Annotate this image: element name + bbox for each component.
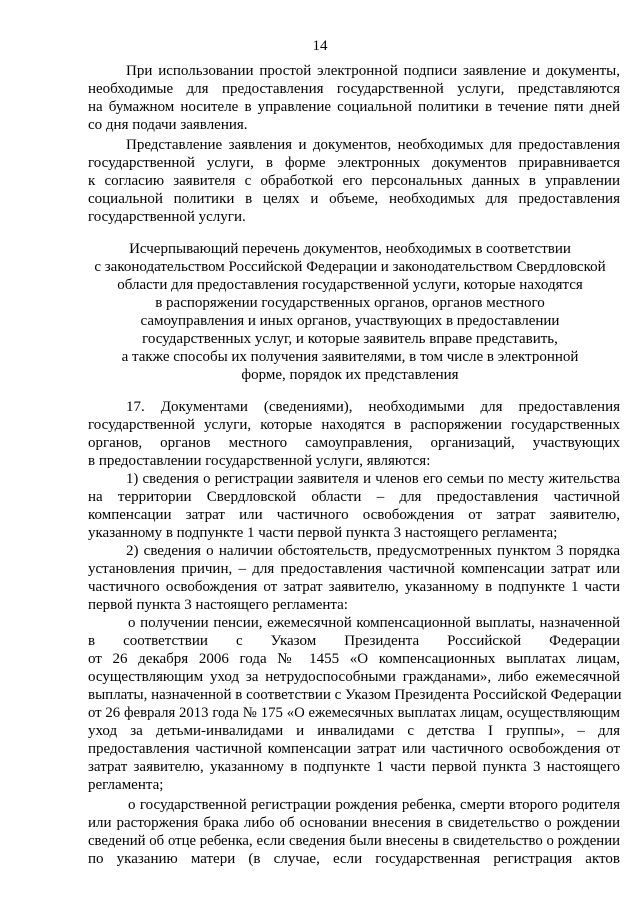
text-line: на бумажном носителе в управление социальной политики в течение пяти дней — [88, 99, 620, 115]
section-heading-line: самоуправления и иных органов, участвующих в предоставлении — [140, 313, 560, 329]
subitem-line: затрат заявителю, указанному в подпункте 1 части первой пункта 3 настоящего — [88, 759, 620, 775]
subitem-line: в соответствии с Указом Президента Российской Федерации — [88, 633, 620, 649]
subitem-line: о государственной регистрации рождения ребенка, смерти второго родителя — [128, 797, 620, 813]
text-line: государственной услуги. — [88, 209, 246, 225]
subitem-line: от 26 февраля 2013 года № 175 «О ежемесячных выплатах лицам, осуществляющим — [88, 705, 620, 721]
text-line: органов, органов местного самоуправления, организаций, участвующих — [88, 435, 620, 451]
subitem-line: от 26 декабря 2006 года № 1455 «О компенсационных выплатах лицам, — [88, 651, 620, 667]
list-item-line: 1) сведения о регистрации заявителя и членов его семьи по месту жительства — [126, 471, 620, 487]
section-heading-line: государственных услуг, и которые заявитель вправе представить, — [142, 331, 558, 347]
subitem-line: по указанию матери (в случае, если государственная регистрация актов — [88, 851, 620, 867]
page-number: 14 — [312, 38, 328, 54]
subitem-line: о получении пенсии, ежемесячной компенсационной выплаты, назначенной — [128, 615, 620, 631]
section-heading-line: Исчерпывающий перечень документов, необходимых в соответствии — [129, 241, 571, 257]
section-heading-line: форме, порядок их представления — [241, 367, 459, 383]
list-item-line: указанному в подпункте 1 части первой пункта 3 настоящего регламента; — [88, 525, 558, 541]
text-line: необходимые для предоставления государственной услуги, представляются — [88, 81, 620, 97]
list-item-line: частичного освобождения от затрат заявителю, указанному в подпункте 1 части — [88, 579, 620, 595]
section-heading-line: в распоряжении государственных органов, органов местного — [155, 295, 545, 311]
list-item-line: на территории Свердловской области – для предоставления частичной — [88, 489, 620, 505]
list-item-line: первой пункта 3 настоящего регламента: — [88, 597, 348, 613]
text-line: к согласию заявителя с обработкой его персональных данных в управлении — [88, 173, 620, 189]
text-line: государственной услуги, в форме электронных документов приравнивается — [88, 155, 620, 171]
list-item-line: установления причин, – для предоставления частичной компенсации затрат или — [88, 561, 620, 577]
subitem-line: регламента; — [88, 777, 164, 793]
section-heading-line: области для предоставления государственной услуги, которые находятся — [117, 277, 583, 293]
subitem-line: предоставления частичной компенсации затрат или частичного освобождения от — [88, 741, 620, 757]
text-line: в предоставлении государственной услуги, являются: — [88, 453, 431, 469]
list-item-line: 2) сведения о наличии обстоятельств, предусмотренных пунктом 3 порядка — [126, 543, 620, 559]
text-line: 17. Документами (сведениями), необходимыми для предоставления — [126, 399, 620, 415]
subitem-line: сведений об отце ребенка, если сведения были внесены в свидетельство о рождении — [88, 833, 620, 849]
text-line: социальной политики в целях и объеме, необходимых для предоставления — [88, 191, 620, 207]
section-heading-line: а также способы их получения заявителями, в том числе в электронной — [121, 349, 579, 365]
text-line: Представление заявления и документов, необходимых для предоставления — [126, 137, 620, 153]
text-line: со дня подачи заявления. — [88, 117, 248, 133]
text-line: государственной услуги, которые находятся в распоряжении государственных — [88, 417, 620, 433]
subitem-line: уход за детьми-инвалидами и инвалидами с детства I группы», – для — [88, 723, 620, 739]
section-heading-line: с законодательством Российской Федерации и законодательством Свердловской — [94, 259, 606, 275]
text-line: При использовании простой электронной подписи заявление и документы, — [126, 63, 620, 79]
subitem-line: выплаты, назначенной в соответствии с Указом Президента Российской Федерации — [88, 687, 622, 703]
subitem-line: осуществляющим уход за нетрудоспособными гражданами», либо ежемесячной — [88, 669, 620, 685]
subitem-line: или расторжения брака либо об основании внесения в свидетельство о рождении — [88, 815, 620, 831]
list-item-line: компенсации затрат или частичного освобождения от затрат заявителю, — [88, 507, 620, 523]
